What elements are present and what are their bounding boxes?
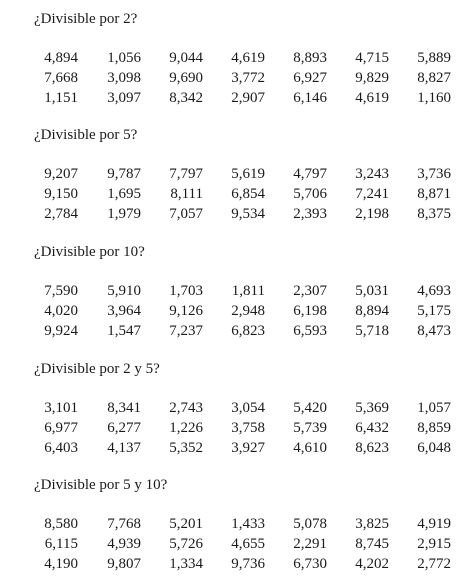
- number-cell: 9,690: [169, 70, 203, 86]
- number-row: [0, 184, 474, 204]
- number-cell: 1,695: [107, 186, 141, 202]
- number-cell: 8,580: [44, 516, 78, 532]
- number-row: [0, 281, 474, 301]
- number-row: [0, 164, 474, 184]
- number-cell: 9,787: [107, 166, 141, 182]
- number-row: [0, 68, 474, 88]
- number-cell: 6,277: [107, 420, 141, 436]
- number-cell: 4,619: [355, 90, 389, 106]
- number-cell: 5,352: [169, 440, 203, 456]
- section-title: ¿Divisible por 2 y 5?: [34, 361, 160, 377]
- number-cell: 6,048: [417, 440, 451, 456]
- number-cell: 4,190: [44, 556, 78, 572]
- number-row: [0, 514, 474, 534]
- number-cell: 9,150: [44, 186, 78, 202]
- number-cell: 2,784: [44, 206, 78, 222]
- number-cell: 8,341: [107, 400, 141, 416]
- number-cell: 3,758: [231, 420, 265, 436]
- section-title: ¿Divisible por 5?: [34, 127, 138, 143]
- number-cell: 1,979: [107, 206, 141, 222]
- number-cell: 2,907: [231, 90, 265, 106]
- number-row: [0, 88, 474, 108]
- number-cell: 4,020: [44, 303, 78, 319]
- number-cell: 3,825: [355, 516, 389, 532]
- number-cell: 3,964: [107, 303, 141, 319]
- number-row: [0, 554, 474, 574]
- number-cell: 2,948: [231, 303, 265, 319]
- section-title: ¿Divisible por 10?: [34, 244, 145, 260]
- number-grid: [0, 164, 474, 224]
- number-row: [0, 438, 474, 458]
- number-cell: 1,151: [44, 90, 78, 106]
- number-cell: 5,175: [417, 303, 451, 319]
- number-cell: 4,655: [231, 536, 265, 552]
- number-cell: 6,730: [293, 556, 327, 572]
- number-cell: 3,243: [355, 166, 389, 182]
- number-cell: 9,207: [44, 166, 78, 182]
- number-grid: [0, 514, 474, 574]
- number-cell: 6,146: [293, 90, 327, 106]
- number-cell: 3,098: [107, 70, 141, 86]
- number-row: [0, 398, 474, 418]
- number-cell: 1,056: [107, 50, 141, 66]
- number-cell: 3,054: [231, 400, 265, 416]
- number-cell: 7,797: [169, 166, 203, 182]
- number-cell: 5,739: [293, 420, 327, 436]
- number-cell: 7,057: [169, 206, 203, 222]
- number-cell: 1,547: [107, 323, 141, 339]
- number-cell: 2,915: [417, 536, 451, 552]
- number-cell: 9,736: [231, 556, 265, 572]
- number-cell: 5,619: [231, 166, 265, 182]
- number-cell: 8,342: [169, 90, 203, 106]
- number-cell: 4,693: [417, 283, 451, 299]
- number-cell: 4,137: [107, 440, 141, 456]
- number-cell: 9,924: [44, 323, 78, 339]
- number-cell: 3,736: [417, 166, 451, 182]
- number-row: [0, 301, 474, 321]
- number-grid: [0, 398, 474, 458]
- number-cell: 2,198: [355, 206, 389, 222]
- number-cell: 5,420: [293, 400, 327, 416]
- number-cell: 8,859: [417, 420, 451, 436]
- number-row: [0, 321, 474, 341]
- number-cell: 6,403: [44, 440, 78, 456]
- number-cell: 3,097: [107, 90, 141, 106]
- number-cell: 4,202: [355, 556, 389, 572]
- number-cell: 6,927: [293, 70, 327, 86]
- number-row: [0, 418, 474, 438]
- number-cell: 1,057: [417, 400, 451, 416]
- number-cell: 7,768: [107, 516, 141, 532]
- number-cell: 6,854: [231, 186, 265, 202]
- number-cell: 6,198: [293, 303, 327, 319]
- number-row: [0, 48, 474, 68]
- number-cell: 5,706: [293, 186, 327, 202]
- number-cell: 1,811: [231, 283, 265, 299]
- number-cell: 7,668: [44, 70, 78, 86]
- number-cell: 4,939: [107, 536, 141, 552]
- number-cell: 5,889: [417, 50, 451, 66]
- number-cell: 5,078: [293, 516, 327, 532]
- number-cell: 6,432: [355, 420, 389, 436]
- number-cell: 6,593: [293, 323, 327, 339]
- number-cell: 2,393: [293, 206, 327, 222]
- number-cell: 9,126: [169, 303, 203, 319]
- number-cell: 4,715: [355, 50, 389, 66]
- number-cell: 5,718: [355, 323, 389, 339]
- section-title: ¿Divisible por 2?: [34, 11, 138, 27]
- number-cell: 4,610: [293, 440, 327, 456]
- number-cell: 8,894: [355, 303, 389, 319]
- number-cell: 8,623: [355, 440, 389, 456]
- section-title: ¿Divisible por 5 y 10?: [34, 477, 168, 493]
- number-cell: 2,307: [293, 283, 327, 299]
- number-row: [0, 204, 474, 224]
- number-cell: 3,101: [44, 400, 78, 416]
- number-cell: 2,291: [293, 536, 327, 552]
- number-cell: 4,919: [417, 516, 451, 532]
- number-cell: 8,871: [417, 186, 451, 202]
- number-cell: 7,241: [355, 186, 389, 202]
- number-cell: 9,044: [169, 50, 203, 66]
- number-row: [0, 534, 474, 554]
- number-cell: 9,807: [107, 556, 141, 572]
- number-cell: 8,473: [417, 323, 451, 339]
- number-cell: 4,619: [231, 50, 265, 66]
- number-cell: 1,160: [417, 90, 451, 106]
- number-grid: [0, 48, 474, 108]
- number-cell: 2,743: [169, 400, 203, 416]
- number-cell: 1,334: [169, 556, 203, 572]
- number-cell: 5,726: [169, 536, 203, 552]
- number-cell: 3,772: [231, 70, 265, 86]
- number-cell: 6,977: [44, 420, 78, 436]
- number-cell: 5,031: [355, 283, 389, 299]
- number-cell: 1,703: [169, 283, 203, 299]
- number-cell: 3,927: [231, 440, 265, 456]
- number-cell: 8,827: [417, 70, 451, 86]
- number-cell: 9,829: [355, 70, 389, 86]
- number-cell: 4,797: [293, 166, 327, 182]
- number-cell: 7,237: [169, 323, 203, 339]
- number-cell: 1,226: [169, 420, 203, 436]
- number-cell: 1,433: [231, 516, 265, 532]
- number-cell: 5,910: [107, 283, 141, 299]
- number-cell: 8,111: [170, 186, 203, 202]
- number-cell: 5,369: [355, 400, 389, 416]
- number-cell: 6,823: [231, 323, 265, 339]
- number-cell: 4,894: [44, 50, 78, 66]
- number-cell: 5,201: [169, 516, 203, 532]
- number-cell: 8,745: [355, 536, 389, 552]
- number-cell: 8,893: [293, 50, 327, 66]
- number-cell: 8,375: [417, 206, 451, 222]
- number-grid: [0, 281, 474, 341]
- number-cell: 9,534: [231, 206, 265, 222]
- number-cell: 7,590: [44, 283, 78, 299]
- number-cell: 2,772: [417, 556, 451, 572]
- number-cell: 6,115: [44, 536, 78, 552]
